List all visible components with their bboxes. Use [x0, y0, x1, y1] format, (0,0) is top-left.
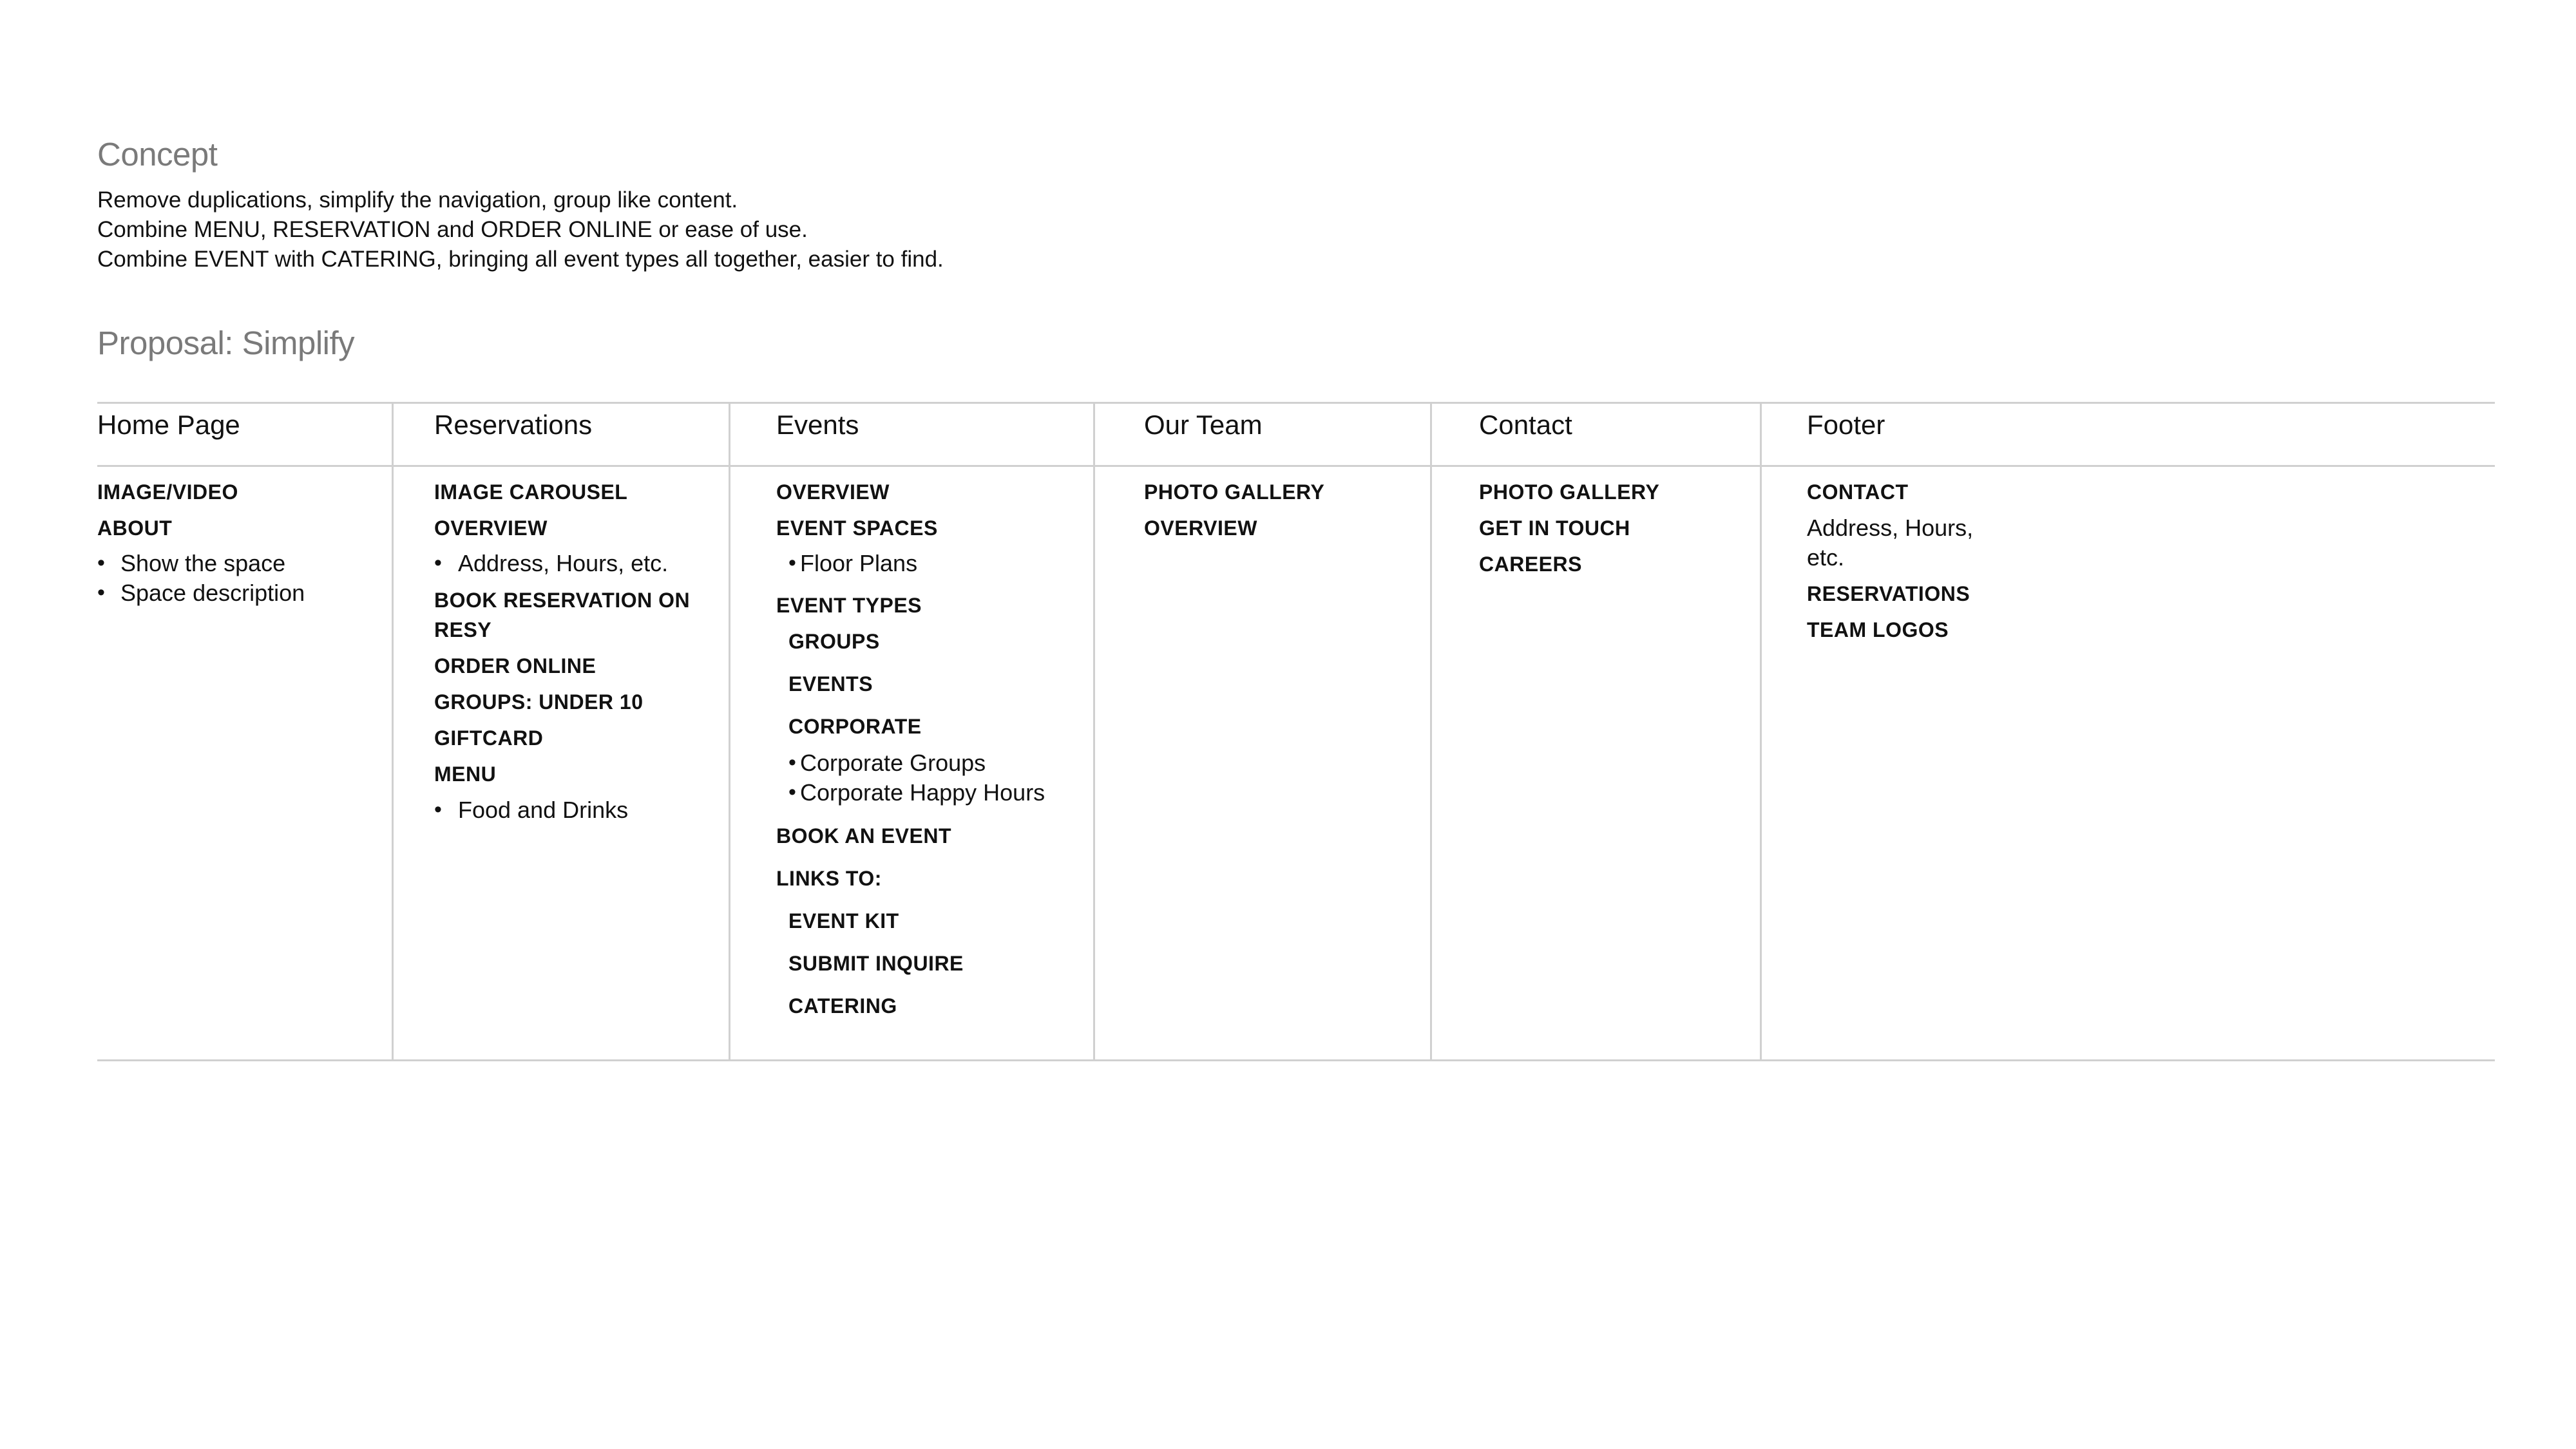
- nav-item-event-types: EVENT TYPES: [776, 594, 922, 617]
- sub-item-corporate-groups: Corporate Groups: [800, 750, 986, 776]
- column-header-home-page: Home Page: [97, 410, 240, 440]
- concept-line-1: Remove duplications, simplify the navigation, group like content.: [97, 187, 738, 213]
- nav-item-get-in-touch: GET IN TOUCH: [1479, 516, 1630, 540]
- bullet-marker: •: [434, 551, 442, 575]
- nav-item-reservations: RESERVATIONS: [1807, 582, 1970, 605]
- sub-item-corporate-happy-hours: Corporate Happy Hours: [800, 779, 1045, 806]
- sub-item-space-description: Space description: [120, 580, 305, 606]
- column-divider: [1093, 402, 1095, 1061]
- nav-item-image-carousel: IMAGE CAROUSEL: [434, 480, 628, 504]
- nav-item-event-spaces: EVENT SPACES: [776, 516, 938, 540]
- column-header-reservations: Reservations: [434, 410, 593, 440]
- nav-item-overview: OVERVIEW: [776, 480, 890, 504]
- proposal-heading: Proposal: Simplify: [97, 325, 355, 361]
- nav-item-groups-under-10: GROUPS: UNDER 10: [434, 690, 644, 714]
- table-top-rule: [97, 402, 2495, 404]
- nav-item-event-kit: EVENT KIT: [788, 909, 899, 933]
- column-divider: [1760, 402, 1762, 1061]
- nav-item-photo-gallery: PHOTO GALLERY: [1479, 480, 1660, 504]
- nav-item-giftcard: GIFTCARD: [434, 726, 544, 750]
- table-header-rule: [97, 465, 2495, 467]
- bullet-marker: •: [434, 797, 442, 822]
- footer-address-line-2: etc.: [1807, 544, 1845, 571]
- nav-item-groups: GROUPS: [788, 630, 880, 653]
- nav-item-overview: OVERVIEW: [1144, 516, 1257, 540]
- bullet-marker: •: [788, 551, 796, 575]
- column-header-events: Events: [776, 410, 859, 440]
- bullet-marker: •: [97, 551, 105, 575]
- column-divider: [1430, 402, 1432, 1061]
- concept-line-2: Combine MENU, RESERVATION and ORDER ONLINE or ease of use.: [97, 217, 808, 242]
- bullet-marker: •: [97, 580, 105, 605]
- table-bottom-rule: [97, 1059, 2495, 1061]
- nav-item-catering: CATERING: [788, 994, 897, 1018]
- nav-item-contact: CONTACT: [1807, 480, 1909, 504]
- nav-item-overview: OVERVIEW: [434, 516, 548, 540]
- bullet-marker: •: [788, 780, 796, 804]
- nav-item-corporate: CORPORATE: [788, 715, 922, 738]
- nav-item-careers: CAREERS: [1479, 553, 1582, 576]
- nav-item-submit-inquire: SUBMIT INQUIRE: [788, 952, 964, 975]
- nav-item-book-reservation-line-2: RESY: [434, 618, 492, 641]
- column-divider: [392, 402, 394, 1061]
- sub-item-floor-plans: Floor Plans: [800, 550, 918, 576]
- concept-line-3: Combine EVENT with CATERING, bringing all event types all together, easier to find.: [97, 247, 944, 272]
- column-header-footer: Footer: [1807, 410, 1885, 440]
- sub-item-show-the-space: Show the space: [120, 550, 286, 576]
- nav-item-photo-gallery: PHOTO GALLERY: [1144, 480, 1325, 504]
- nav-item-menu: MENU: [434, 762, 497, 786]
- sub-item-address-hours: Address, Hours, etc.: [458, 550, 669, 576]
- bullet-marker: •: [788, 750, 796, 775]
- footer-address-line-1: Address, Hours,: [1807, 515, 1974, 541]
- column-divider: [729, 402, 730, 1061]
- nav-item-team-logos: TEAM LOGOS: [1807, 618, 1949, 641]
- column-header-contact: Contact: [1479, 410, 1572, 440]
- nav-item-about: ABOUT: [97, 516, 173, 540]
- concept-heading: Concept: [97, 136, 218, 173]
- nav-item-image-video: IMAGE/VIDEO: [97, 480, 238, 504]
- nav-item-order-online: ORDER ONLINE: [434, 654, 596, 677]
- nav-item-book-an-event: BOOK AN EVENT: [776, 824, 951, 848]
- nav-item-events: EVENTS: [788, 672, 873, 696]
- nav-item-book-reservation-line-1: BOOK RESERVATION ON: [434, 589, 691, 612]
- column-header-our-team: Our Team: [1144, 410, 1263, 440]
- sub-item-food-and-drinks: Food and Drinks: [458, 797, 629, 823]
- nav-item-links-to: LINKS TO:: [776, 867, 882, 890]
